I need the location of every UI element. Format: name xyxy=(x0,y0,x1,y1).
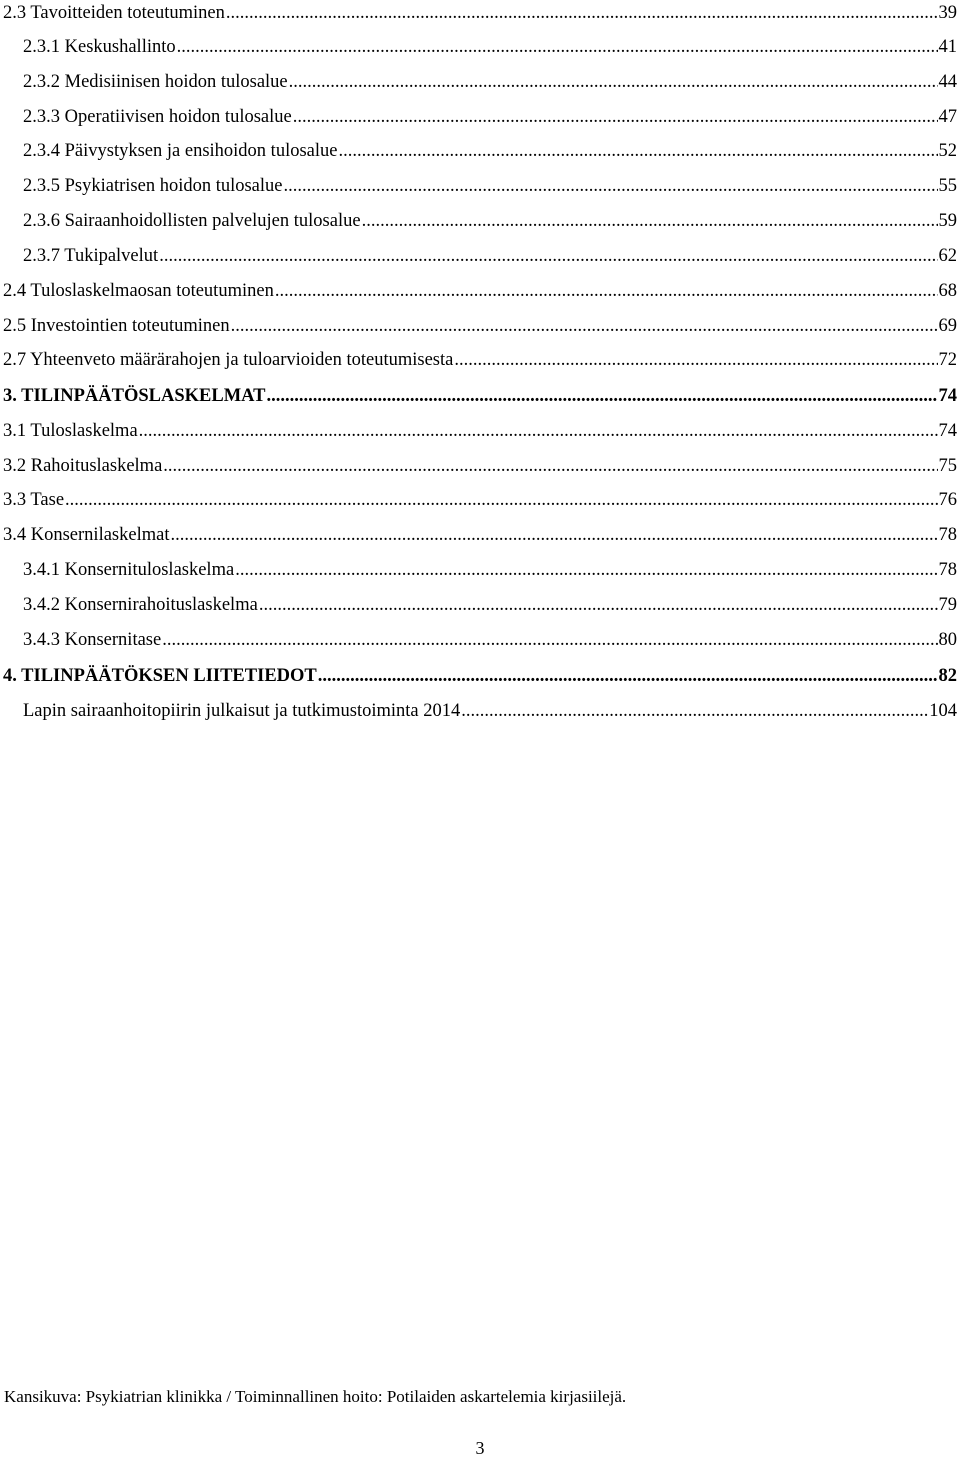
toc-entry-page: 41 xyxy=(938,37,957,57)
toc-entry-title: 3.4.2 Konsernirahoituslaskelma xyxy=(23,595,258,615)
toc-entry-2-4[interactable] xyxy=(3,278,957,304)
toc-entry-page: 78 xyxy=(938,560,957,580)
toc-dot-leader xyxy=(275,278,938,304)
toc-entry-2-3-5[interactable] xyxy=(23,173,957,199)
toc-entry-page: 74 xyxy=(938,386,957,406)
toc-dot-leader xyxy=(162,627,937,653)
toc-entry-3-4-3[interactable] xyxy=(23,627,957,653)
toc-entry-page: 78 xyxy=(938,525,957,545)
toc-entry-page: 44 xyxy=(938,72,957,92)
toc-entry-page: 79 xyxy=(938,595,957,615)
toc-entry-page: 104 xyxy=(929,701,957,721)
toc-entry-title: 2.3.5 Psykiatrisen hoidon tulosalue xyxy=(23,176,283,196)
toc-entry-3-3[interactable] xyxy=(3,487,957,513)
toc-entry-page: 52 xyxy=(938,141,957,161)
toc-dot-leader xyxy=(65,487,937,513)
toc-entry-title: 3.4.3 Konsernitase xyxy=(23,630,162,650)
toc-entry-page: 62 xyxy=(938,246,957,266)
toc-entry-page: 82 xyxy=(938,666,957,686)
toc-entry-title: 3.4.1 Konsernituloslaskelma xyxy=(23,560,235,580)
toc-dot-leader xyxy=(139,418,938,444)
toc-dot-leader xyxy=(170,522,937,548)
toc-dot-leader xyxy=(163,453,937,479)
toc-entry-title: 2.3.2 Medisiinisen hoidon tulosalue xyxy=(23,72,288,92)
toc-entry-2-3-4[interactable] xyxy=(23,138,957,164)
toc-dot-leader xyxy=(259,592,938,618)
toc-entry-2-3-7[interactable] xyxy=(23,243,957,269)
toc-entry-2-3-6[interactable] xyxy=(23,208,957,234)
toc-entry-page: 72 xyxy=(938,350,957,370)
toc-dot-leader xyxy=(289,69,938,95)
toc-dot-leader xyxy=(235,557,937,583)
toc-dot-leader xyxy=(318,663,938,689)
toc-entry-3-2[interactable] xyxy=(3,453,957,479)
toc-entry-3-4[interactable] xyxy=(3,522,957,548)
toc-entry-2-3[interactable] xyxy=(3,0,957,26)
toc-entry-title: 2.3 Tavoitteiden toteutuminen xyxy=(3,3,225,23)
toc-entry-title: 2.3.1 Keskushallinto xyxy=(23,37,176,57)
toc-entry-title: 3.4 Konsernilaskelmat xyxy=(3,525,170,545)
toc-entry-page: 39 xyxy=(938,3,957,23)
toc-entry-title: 2.4 Tuloslaskelmaosan toteutuminen xyxy=(3,281,274,301)
toc-dot-leader xyxy=(454,347,937,373)
toc-dot-leader xyxy=(362,208,938,234)
toc-entry-title: 3.2 Rahoituslaskelma xyxy=(3,456,163,476)
toc-entry-title: 2.3.6 Sairaanhoidollisten palvelujen tulosalue xyxy=(23,211,361,231)
toc-entry-page: 55 xyxy=(938,176,957,196)
toc-dot-leader xyxy=(338,138,937,164)
toc-dot-leader xyxy=(461,698,928,724)
toc-entry-page: 74 xyxy=(938,421,957,441)
toc-entry-page: 68 xyxy=(938,281,957,301)
toc-dot-leader xyxy=(284,173,938,199)
toc-dot-leader xyxy=(226,0,938,26)
toc-entry-page: 69 xyxy=(938,316,957,336)
toc-entry-2-3-1[interactable] xyxy=(23,34,957,60)
cover-image-caption: Kansikuva: Psykiatrian klinikka / Toiminnallinen hoito: Potilaiden askartelemia kirjasiilejä. xyxy=(4,1387,627,1406)
toc-entry-title: 2.3.3 Operatiivisen hoidon tulosalue xyxy=(23,107,292,127)
toc-entry-title: 3.3 Tase xyxy=(3,490,65,510)
toc-entry-page: 59 xyxy=(938,211,957,231)
toc-dot-leader xyxy=(267,383,938,409)
toc-entry-title: Lapin sairaanhoitopiirin julkaisut ja tutkimustoiminta 2014 xyxy=(23,701,461,721)
toc-entry-title: 4. TILINPÄÄTÖKSEN LIITETIEDOT xyxy=(3,666,317,686)
toc-entry-2-5[interactable] xyxy=(3,313,957,339)
toc-entry-title: 3.1 Tuloslaskelma xyxy=(3,421,138,441)
toc-dot-leader xyxy=(159,243,937,269)
toc-entry-3-1[interactable] xyxy=(3,418,957,444)
toc-entry-page: 76 xyxy=(938,490,957,510)
toc-entry-3-4-1[interactable] xyxy=(23,557,957,583)
toc-dot-leader xyxy=(293,104,938,130)
toc-entry-title: 2.7 Yhteenveto määrärahojen ja tuloarvioiden toteutumisesta xyxy=(3,350,454,370)
toc-entry-title: 2.5 Investointien toteutuminen xyxy=(3,316,230,336)
toc-entry-title: 3. TILINPÄÄTÖSLASKELMAT xyxy=(3,386,266,406)
toc-dot-leader xyxy=(177,34,938,60)
toc-entry-3-4-2[interactable] xyxy=(23,592,957,618)
toc-entry-page: 75 xyxy=(938,456,957,476)
toc-dot-leader xyxy=(231,313,938,339)
toc-entry-title: 2.3.4 Päivystyksen ja ensihoidon tulosalue xyxy=(23,141,338,161)
toc-entry-page: 80 xyxy=(938,630,957,650)
toc-entry-2-3-2[interactable] xyxy=(23,69,957,95)
page-number: 3 xyxy=(475,1438,485,1458)
toc-entry-2-3-3[interactable] xyxy=(23,104,957,130)
toc-entry-julkaisut[interactable] xyxy=(23,698,957,724)
toc-entry-3[interactable] xyxy=(3,383,957,409)
toc-entry-page: 47 xyxy=(938,107,957,127)
toc-entry-title: 2.3.7 Tukipalvelut xyxy=(23,246,159,266)
toc-entry-4[interactable] xyxy=(3,663,957,689)
toc-entry-2-7[interactable] xyxy=(3,347,957,373)
